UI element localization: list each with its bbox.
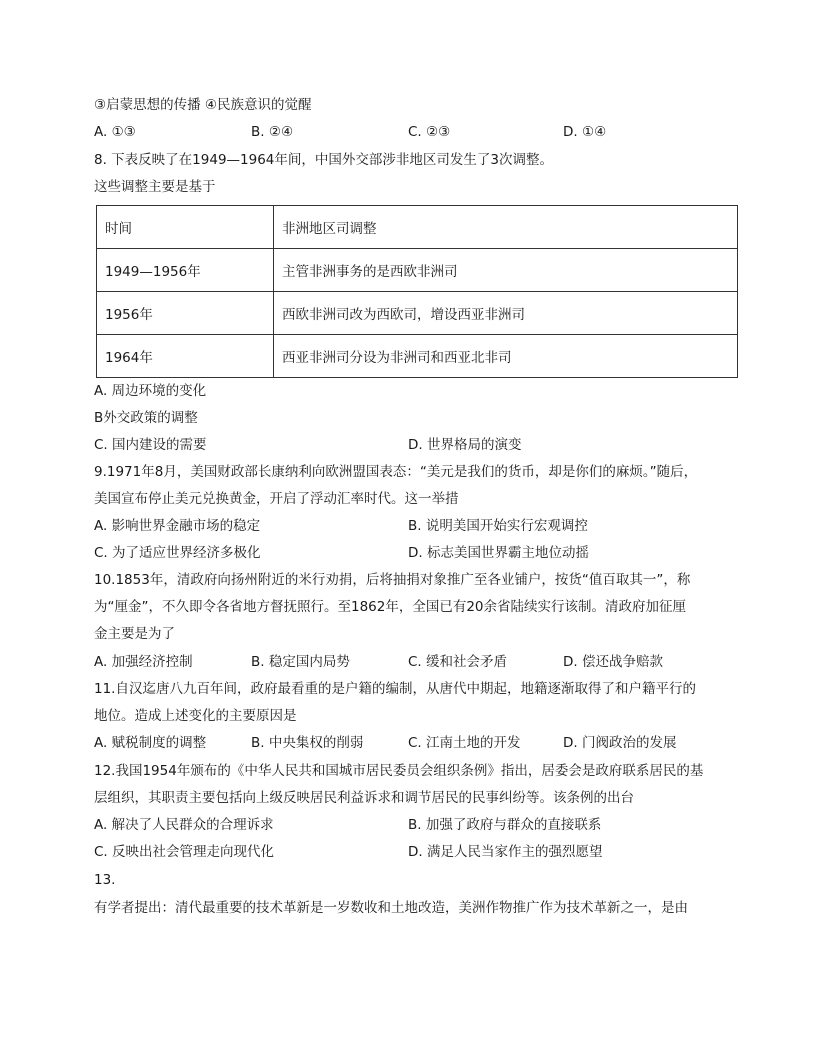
- q11-option-c: C. 江南土地的开发: [408, 735, 521, 751]
- q12-options-ab: [94, 815, 738, 835]
- q12-options-cd: [94, 842, 738, 862]
- table-cell: 主管非洲事务的是西欧非洲司: [274, 249, 738, 292]
- q9-stem-line-2: 美国宣布停止美元兑换黄金，开启了浮动汇率时代。这一举措: [94, 491, 459, 507]
- q10-stem-line-3: 金主要是为了: [94, 626, 175, 642]
- table-cell: 西欧非洲司改为西欧司，增设西亚非洲司: [274, 292, 738, 335]
- q11-option-a: A. 赋税制度的调整: [94, 735, 207, 751]
- q8-option-c: C. 国内建设的需要: [94, 437, 207, 453]
- q9-option-d: D. 标志美国世界霸主地位动摇: [408, 545, 589, 561]
- q8-option-a: A. 周边环境的变化: [94, 383, 207, 399]
- q10-option-a: A. 加强经济控制: [94, 654, 193, 670]
- q7-option-b: B. ②④: [251, 124, 294, 140]
- q10-option-c: C. 缓和社会矛盾: [408, 654, 508, 670]
- q11-option-d: D. 门阀政治的发展: [563, 735, 677, 751]
- q9-option-b: B. 说明美国开始实行宏观调控: [408, 518, 588, 534]
- table-cell: 1956年: [97, 292, 274, 335]
- q8-stem: 8. 下表反映了在1949—1964年间，中国外交部涉非地区司发生了3次调整。: [94, 152, 553, 168]
- q13-stem-line-1: 有学者提出：清代最重要的技术革新是一岁数收和土地改造，美洲作物推广作为技术革新之一，是由: [94, 900, 688, 916]
- q7-options: [94, 122, 738, 142]
- q8-option-b: B外交政策的调整: [94, 410, 198, 426]
- q7-option-c: C. ②③: [408, 124, 451, 140]
- q12-option-a: A. 解决了人民群众的合理诉求: [94, 817, 274, 833]
- table-header-cell: 非洲地区司调整: [274, 206, 738, 249]
- q12-stem-line-2: 层组织，其职责主要包括向上级反映居民利益诉求和调节居民的民事纠纷等。该条例的出台: [94, 790, 634, 806]
- table-row: [97, 292, 738, 335]
- q10-option-d: D. 偿还战争赔款: [563, 654, 663, 670]
- table-header-cell: 时间: [97, 206, 274, 249]
- table-cell: 1964年: [97, 335, 274, 378]
- q13-number: 13.: [94, 872, 116, 888]
- q8-option-d: D. 世界格局的演变: [408, 437, 522, 453]
- q11-stem-line-2: 地位。造成上述变化的主要原因是: [94, 708, 297, 724]
- q11-options: [94, 733, 738, 753]
- q8-table: [96, 205, 738, 378]
- q9-option-c: C. 为了适应世界经济多极化: [94, 545, 261, 561]
- q11-stem-line-1: 11.自汉迄唐八九百年间，政府最看重的是户籍的编制，从唐代中期起，地籍逐渐取得了和户籍平行的: [94, 681, 696, 697]
- q10-option-b: B. 稳定国内局势: [251, 654, 350, 670]
- q9-option-a: A. 影响世界金融市场的稳定: [94, 518, 261, 534]
- q7-stem-tail: ③启蒙思想的传播 ④民族意识的觉醒: [94, 97, 312, 113]
- q8-stem-2: 这些调整主要是基于: [94, 179, 216, 195]
- q12-option-d: D. 满足人民当家作主的强烈愿望: [408, 844, 603, 860]
- q10-options: [94, 652, 738, 672]
- q9-options-cd: [94, 543, 738, 563]
- table-row: [97, 335, 738, 378]
- q9-stem-line-1: 9.1971年8月，美国财政部长康纳利向欧洲盟国表态：“美元是我们的货币，却是你们的麻烦。”随后，: [94, 464, 698, 480]
- table-row: [97, 249, 738, 292]
- table-header-row: [97, 206, 738, 249]
- q12-option-c: C. 反映出社会管理走向现代化: [94, 844, 275, 860]
- q9-options-ab: [94, 516, 738, 536]
- q12-option-b: B. 加强了政府与群众的直接联系: [408, 817, 602, 833]
- table-cell: 西亚非洲司分设为非洲司和西亚北非司: [274, 335, 738, 378]
- q10-stem-line-1: 10.1853年，清政府向扬州附近的米行劝捐，后将抽捐对象推广至各业铺户，按货“值百取其一”，称: [94, 572, 691, 588]
- q7-option-d: D. ①④: [563, 124, 607, 140]
- table-cell: 1949—1956年: [97, 249, 274, 292]
- q12-stem-line-1: 12.我国1954年颁布的《中华人民共和国城市居民委员会组织条例》指出，居委会是政府联系居民的基: [94, 763, 704, 779]
- q8-options-cd: [94, 435, 738, 455]
- q11-option-b: B. 中央集权的削弱: [251, 735, 364, 751]
- q7-option-a: A. ①③: [94, 124, 136, 140]
- q10-stem-line-2: 为“厘金”，不久即令各省地方督抚照行。至1862年，全国已有20余省陆续实行该制。清政府加征厘: [94, 599, 687, 615]
